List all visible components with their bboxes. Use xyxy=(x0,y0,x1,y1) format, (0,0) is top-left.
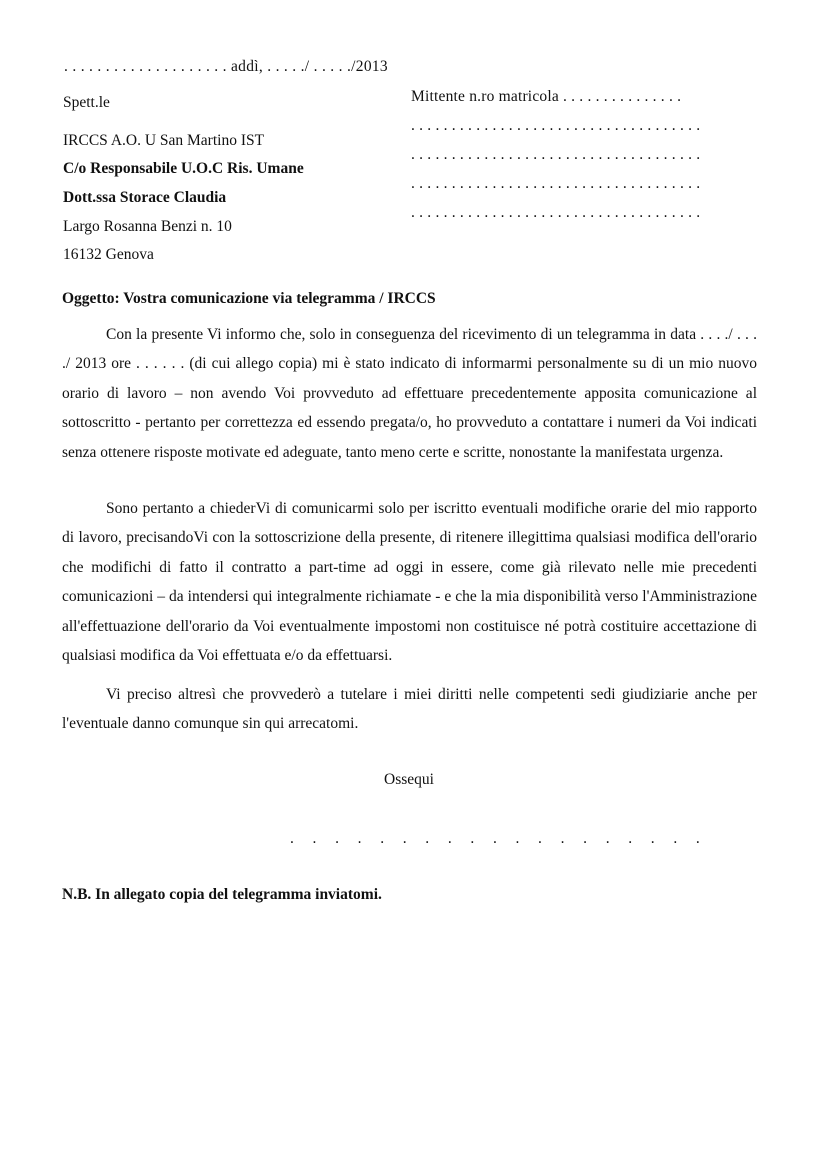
closing: Ossequi xyxy=(384,771,434,788)
recipient-line-city: 16132 Genova xyxy=(63,246,154,263)
recipient-line-name: Dott.ssa Storace Claudia xyxy=(63,189,227,206)
recipient-line-institution: IRCCS A.O. U San Martino IST xyxy=(63,132,265,149)
sender-label: Mittente n.ro matricola . . . . . . . . . . . . . . . xyxy=(411,88,682,105)
subject-line: Oggetto: Vostra comunicazione via telegramma / IRCCS xyxy=(62,290,436,307)
paragraph-text: Vi preciso altresì che provvederò a tutelare i miei diritti nelle competenti sedi giudiziarie anche per l'eventuale danno comunque sin qui arrecatomi. xyxy=(62,686,757,733)
date-line: . . . . . . . . . . . . . . . . . . . . addì, . . . . ./ . . . . ./2013 xyxy=(64,58,388,75)
attachment-note: N.B. In allegato copia del telegramma inviatomi. xyxy=(62,886,382,903)
recipient-line-office: C/o Responsabile U.O.C Ris. Umane xyxy=(63,160,304,177)
body-paragraph-2 xyxy=(62,494,757,670)
body-paragraph-3 xyxy=(62,680,757,739)
paragraph-text: Sono pertanto a chiederVi di comunicarmi solo per iscritto eventuali modifiche orarie del mio rapporto di lavoro, precisandoVi con la sottoscrizione della presente, di ritenere illegittima qualsiasi modifica dell'orario che modifichi di fatto il contratto a part-time ad oggi in essere, come già rilevato nelle mie precedenti comunicazioni – da intendersi qui integralmente richiamate - e che la mia disponibilità verso l'Amministrazione all'effettuazione dell'orario da Voi eventualmente impostomi non costituisce né potrà costituire accettazione di qualsiasi modifica da Voi effettuata e/o da effettuarsi. xyxy=(62,500,757,665)
sender-dotted-line: . . . . . . . . . . . . . . . . . . . . . . . . . . . . . . . . . . . . xyxy=(411,204,701,221)
sender-dotted-line: . . . . . . . . . . . . . . . . . . . . . . . . . . . . . . . . . . . . xyxy=(411,175,701,192)
signature-line: . . . . . . . . . . . . . . . . . . . xyxy=(290,830,708,847)
sender-dotted-line: . . . . . . . . . . . . . . . . . . . . . . . . . . . . . . . . . . . . xyxy=(411,146,701,163)
paragraph-text: Con la presente Vi informo che, solo in conseguenza del ricevimento di un telegramma in data . . . ./ . . . ./ 2013 ore . . . . . . (di cui allego copia) mi è stato indicato di informarmi personalmente su di un mio nuovo orario di lavoro – non avendo Voi provveduto ad effettuare precedentemente apposita comunicazione al sottoscritto - pertanto per correttezza ed essendo pregata/o, ho provveduto a contattare i numeri da Voi indicati senza ottenere risposte motivate ed adeguate, tanto meno certe e scritte, nonostante la manifestata urgenza. xyxy=(62,326,757,461)
salutation: Spett.le xyxy=(63,94,110,111)
body-paragraph-1 xyxy=(62,320,757,467)
recipient-line-street: Largo Rosanna Benzi n. 10 xyxy=(63,218,232,235)
sender-dotted-line: . . . . . . . . . . . . . . . . . . . . . . . . . . . . . . . . . . . . xyxy=(411,117,701,134)
